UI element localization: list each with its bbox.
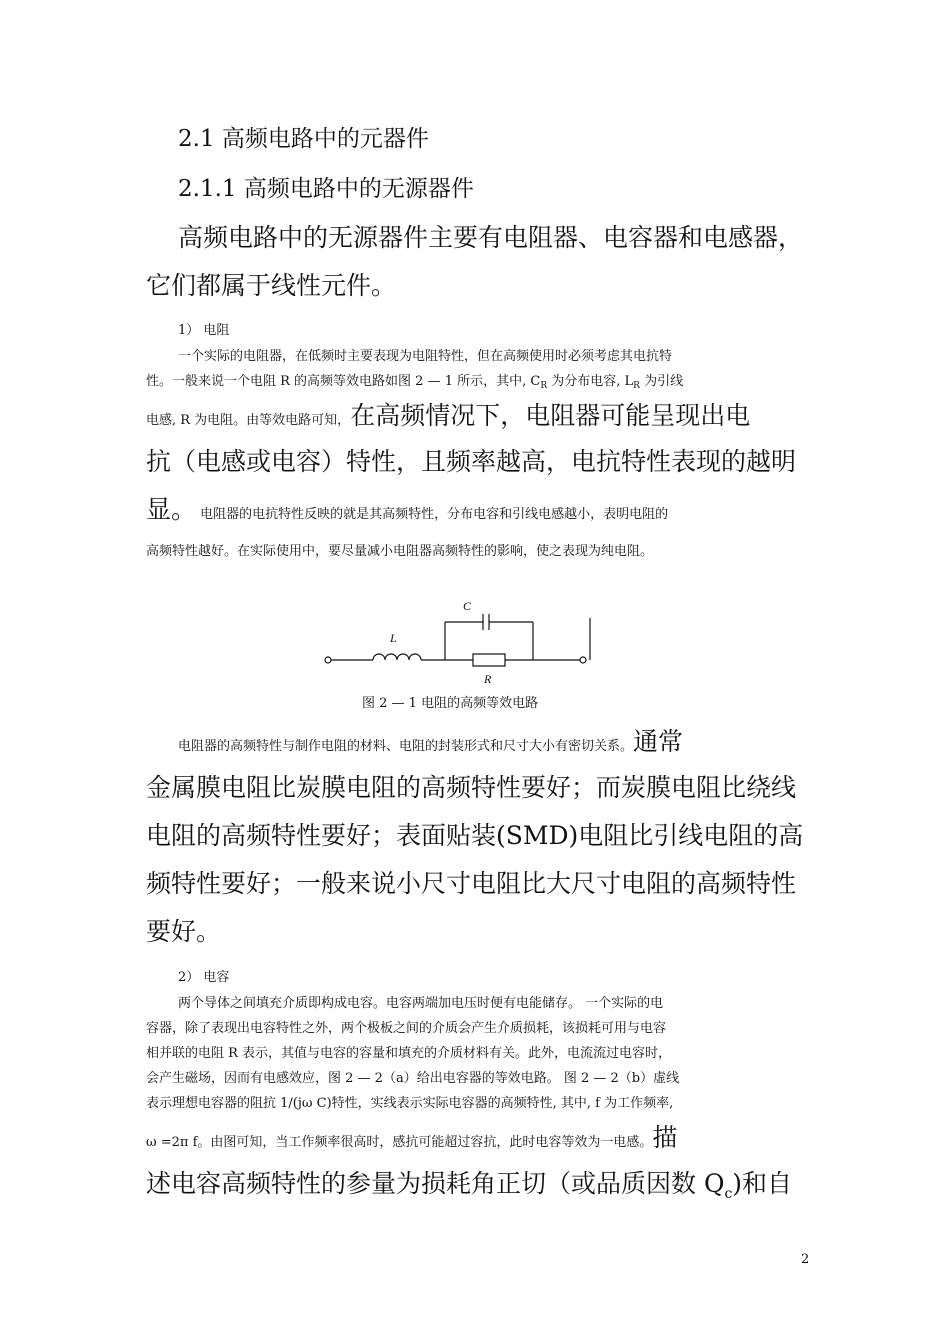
subsection-heading: 2.1.1 高频电路中的无源器件 <box>178 176 474 202</box>
capacitor-line3: 相并联的电阻 R 表示，其值与电容的容量和填充的介质材料有关。此外，电流流过电容时， <box>146 1046 672 1061</box>
resistor2-line4: 频特性要好；一般来说小尺寸电阻比大尺寸电阻的高频特性 <box>146 869 797 898</box>
resistor-p1-line4: 抗（电感或电容）特性，且频率越高，电抗特性表现的越明 <box>146 447 797 476</box>
capacitor-label: C <box>463 599 472 613</box>
resistor-p1-line3: 电感, R 为电阻。由等效电路可知，在高频情况下，电阻器可能呈现出电 <box>146 401 751 430</box>
resistor-p1-line2: 性。一般来说一个电阻 R 的高频等效电路如图 2 — 1 所示，其中, $C_R$ 为分布电容, $L_R$ 为引线 <box>146 374 684 391</box>
capacitor-line1: 两个导体之间填充介质即构成电容。电容两端加电压时便有电能储存。 一个实际的电 <box>178 996 664 1011</box>
resistor2-line1: 电阻器的高频特性与制作电阻的材料、电阻的封装形式和尺寸大小有密切关系。通常 <box>178 727 684 756</box>
capacitor-line2: 容器，除了表现出电容特性之外，两个极板之间的介质会产生介质损耗，该损耗可用与电容 <box>146 1021 667 1036</box>
capacitor-line4: 会产生磁场，因而有电感效应，图 2 — 2（a）给出电容器的等效电路。 图 2 — 2（b）虚线 <box>146 1071 680 1086</box>
resistor2-line3: 电阻的高频特性要好；表面贴装(SMD)电阻比引线电阻的高 <box>146 821 804 850</box>
resistor-p1-line1: 一个实际的电阻器，在低频时主要表现为电阻特性，但在高频使用时必须考虑其电抗特 <box>178 349 673 364</box>
right-terminal <box>580 657 586 663</box>
resistor-p1-line5: 显。 电阻器的电抗特性反映的就是其高频特性，分布电容和引线电感越小，表明电阻的 <box>146 495 669 524</box>
figure-caption: 图 2 — 1 电阻的高频等效电路 <box>362 696 539 711</box>
inductor-label: L <box>390 631 397 645</box>
capacitor-line5: 表示理想电容器的阻抗 1/(jω C)特性，实线表示实际电容器的高频特性, 其中, f 为工作频率, <box>146 1096 674 1111</box>
resistor-label: R <box>484 672 492 686</box>
resistor-body <box>473 654 505 666</box>
section-heading: 2.1 高频电路中的元器件 <box>178 126 429 152</box>
resistor2-line2: 金属膜电阻比炭膜电阻的高频特性要好；而炭膜电阻比绕线 <box>146 773 797 802</box>
intro-line-1: 高频电路中的无源器件主要有电阻器、电容器和电感器， <box>178 223 804 252</box>
resistor2-line5: 要好。 <box>146 917 222 946</box>
page-number: 2 <box>801 1252 810 1267</box>
resistor-title: 1） 电阻 <box>178 323 230 338</box>
left-terminal <box>325 657 331 663</box>
capacitor-line7: 述电容高频特性的参量为损耗角正切（或品质因数 $Q_c$)和自 <box>146 1169 793 1202</box>
capacitor-title: 2） 电容 <box>178 970 230 985</box>
inductor-coil <box>373 654 421 660</box>
intro-line-2: 它们都属于线性元件。 <box>146 271 397 300</box>
capacitor-line6: ω =2π f。由图可知，当工作频率很高时，感抗可能超过容抗，此时电容等效为一电感。描 <box>146 1123 678 1152</box>
resistor-p1-line6: 高频特性越好。在实际使用中，要尽量减小电阻器高频特性的影响，使之表现为纯电阻。 <box>146 544 654 559</box>
resistor-equivalent-circuit-diagram <box>318 598 608 690</box>
